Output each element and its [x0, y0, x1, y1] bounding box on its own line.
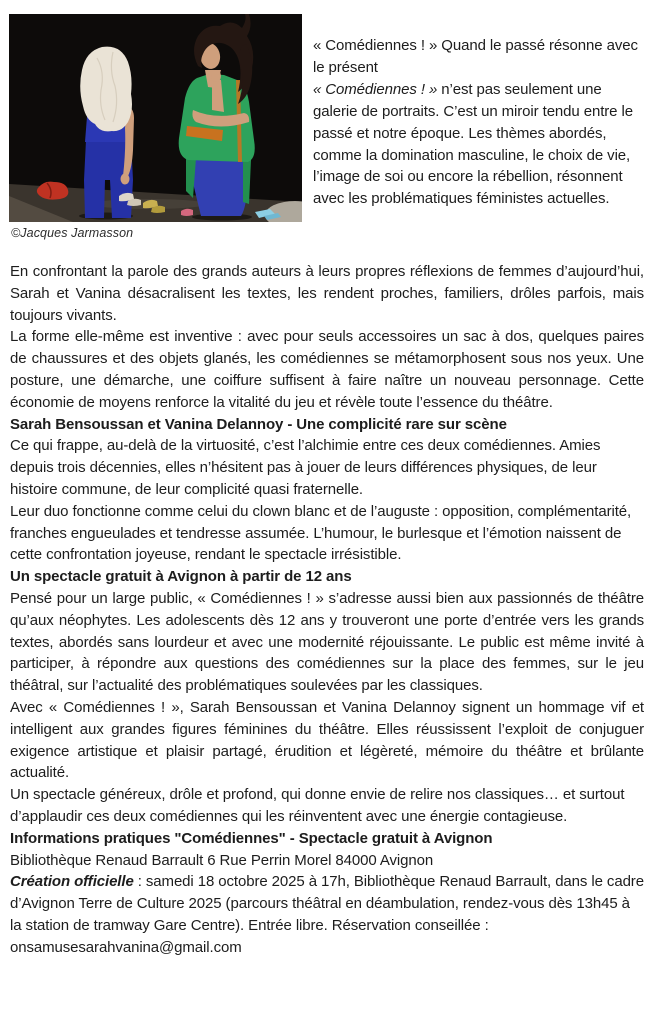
- creation-label: Création officielle: [10, 873, 134, 891]
- article-body: [10, 261, 644, 959]
- performer-green-hand-chin: [211, 70, 221, 82]
- paragraph-genereux: Un spectacle généreux, drôle et profond, qui donne envie de relire nos classiques… et surtout d’applaudir ces deux comédiennes qui les réinventent avec une énergie contagieuse.: [10, 786, 625, 825]
- intro-lead-text: n’est pas seulement une galerie de portraits. C’est un miroir tendu entre le passé et notre époque. Les thèmes abordés, comme la domination masculine, le choix de vie, l’image de soi ou encore la rébellion, résonnent avec les problématiques féministes actuelles.: [313, 80, 633, 208]
- heading-complicite: Sarah Bensoussan et Vanina Delannoy - Une complicité rare sur scène: [10, 415, 507, 433]
- paragraph-hommage: Avec « Comédiennes ! », Sarah Bensoussan et Vanina Delannoy signent un hommage vif et intelligent aux grandes figures féminines du théâtre. Elles réussissent l’exploit de conjuguer exigence artistique et plaisir partagé, érudition et légèreté, mémoire du théâtre et brûlante actualité.: [10, 698, 644, 782]
- intro-column: [313, 35, 647, 210]
- show-title-italic: « Comédiennes ! »: [313, 80, 438, 98]
- creation-line: [10, 871, 644, 936]
- heading-infos: Informations pratiques "Comédiennes" - Spectacle gratuit à Avignon: [10, 829, 493, 847]
- paragraph-frappe: Ce qui frappe, au-delà de la virtuosité, c’est l’alchimie entre ces deux comédiennes. Amies depuis trois décennies, elles n’hésitent pas à jouer de leurs différences physiques, de leur histoire commune, de leur complicité quasi fraternelle.: [10, 437, 601, 498]
- performer-green-skirt: [190, 156, 251, 216]
- stage-photo-scene: [9, 14, 302, 222]
- paragraph-forme: La forme elle-même est inventive : avec pour seuls accessoires un sac à dos, quelques paires de chaussures et des objets glanés, les comédiennes se métamorphosent sous nos yeux. Une posture, une démarche, une coiffure suffisent à faire naître un nouveau personnage. Cette économie de moyens renforce la vitalité du jeu et révèle toute l’essence du théâtre.: [10, 328, 644, 411]
- paragraph-confrontation: En confrontant la parole des grands auteurs à leurs propres réflexions de femmes d’aujourd’hui, Sarah et Vanina désacralisent les textes, les rendent proches, familiers, drôles parfois, mais toujours vivants.: [10, 263, 644, 324]
- article-title: « Comédiennes ! » Quand le passé résonne avec le présent: [313, 37, 638, 76]
- photo-credit: ©Jacques Jarmasson: [11, 226, 134, 240]
- stage-photo: [9, 14, 302, 222]
- paragraph-pense: Pensé pour un large public, « Comédiennes ! » s’adresse aussi bien aux passionnés de théâtre qu’aux néophytes. Les adolescents dès 12 ans y trouveront une porte d’entrée vers les grands textes, abordés sans lourdeur et avec une modernité réjouissante. Le public est même invité à participer, à répondre aux questions des comédiennes sur la place des femmes, sur le jeu théâtral, sur l’actualité des problématiques soulevées par les classiques.: [10, 589, 644, 695]
- creation-details: : samedi 18 octobre 2025 à 17h, Bibliothèque Renaud Barrault, dans le cadre d’Avignon Terre de Culture 2025 (parcours théâtral en déambulation, rendez-vous dès 13h45 à la station de tramway Gare Centre). Entrée libre. Réservation conseillée :: [10, 873, 644, 934]
- paragraph-duo: Leur duo fonctionne comme celui du clown blanc et de l’auguste : opposition, complémentarité, franches engueulades et tendresse assumée. L’humour, le burlesque et l’émotion naissent de cette confrontation joyeuse, rendant le spectacle irrésistible.: [10, 502, 632, 564]
- heading-gratuit: Un spectacle gratuit à Avignon à partir de 12 ans: [10, 568, 352, 586]
- intro-lead: [313, 79, 647, 210]
- email-line: onsamusesarahvanina@gmail.com: [10, 938, 242, 956]
- address-line: Bibliothèque Renaud Barrault 6 Rue Perrin Morel 84000 Avignon: [10, 851, 434, 869]
- performer-veiled-hand: [121, 174, 130, 185]
